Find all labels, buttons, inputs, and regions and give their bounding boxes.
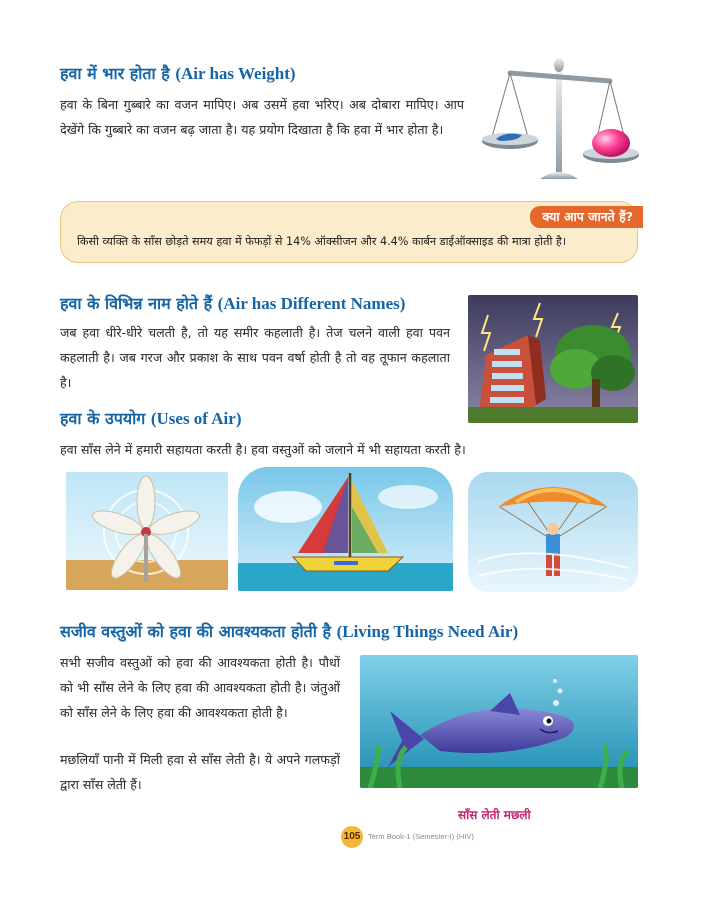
heading-hindi: हवा के उपयोग bbox=[60, 409, 146, 428]
page-number: 105 bbox=[341, 826, 363, 848]
balance-scale-image bbox=[470, 55, 648, 185]
paragraph-air-names: जब हवा धीरे-धीरे चलती है, तो यह समीर कहलाती है। तेज चलने वाली हवा पवन कहलाती है। जब गरज और प्रकाश के साथ पवन वर्षा होती है तो वह तूफान कहलाता है। bbox=[60, 325, 450, 390]
did-you-know-text: किसी व्यक्ति के साँस छोड़ते समय हवा में फेफड़ों से 14% ऑक्सीजन और 4.4% कार्बन डाईऑक्साइड की मात्रा होती है। bbox=[77, 235, 567, 248]
did-you-know-tag: क्या आप जानते हैं? bbox=[530, 206, 643, 228]
heading-hindi: सजीव वस्तुओं को हवा की आवश्यकता होती है bbox=[60, 622, 331, 641]
heading-air-has-weight bbox=[60, 62, 296, 84]
paragraph-air-weight: हवा के बिना गुब्बारे का वजन मापिए। अब उसमें हवा भरिए। अब दोबारा मापिए। आप देखेंगे कि गुब्बारे का वजन बढ़ जाता है। यह प्रयोग दिखाता है कि हवा में भार होता है। bbox=[60, 97, 464, 137]
footer-book-title: Term Book-1 (Semester-I) (HIV) bbox=[368, 832, 474, 841]
heading-hindi: हवा में भार होता है bbox=[60, 64, 170, 83]
heading-english: (Uses of Air) bbox=[150, 409, 242, 428]
paragraph-fish-breathing: मछलियाँ पानी में मिली हवा से साँस लेती है। ये अपने गलफड़ों द्वारा साँस लेती हैं। bbox=[60, 752, 340, 792]
heading-english: (Living Things Need Air) bbox=[336, 622, 519, 641]
fish-caption: साँस लेती मछली bbox=[458, 808, 531, 822]
heading-living-things-need-air bbox=[60, 620, 518, 642]
heading-air-different-names bbox=[60, 292, 405, 314]
did-you-know-box bbox=[60, 201, 638, 263]
parachute-image bbox=[468, 472, 638, 592]
storm-image bbox=[468, 295, 638, 423]
sailboat-image bbox=[238, 467, 453, 591]
windmill-image bbox=[66, 472, 228, 590]
heading-english: (Air has Different Names) bbox=[217, 294, 406, 313]
heading-english: (Air has Weight) bbox=[175, 64, 296, 83]
fish-breathing-image bbox=[360, 655, 638, 788]
heading-hindi: हवा के विभिन्न नाम होते हैं bbox=[60, 294, 213, 313]
paragraph-living-things: सभी सजीव वस्तुओं को हवा की आवश्यकता होती है। पौधों को भी साँस लेने के लिए हवा की आवश्यकता होती है। जंतुओं को साँस लेने के लिए हवा की आवश्यकता होती है। bbox=[60, 655, 340, 720]
heading-uses-of-air bbox=[60, 407, 242, 429]
paragraph-uses-of-air: हवा साँस लेने में हमारी सहायता करती है। हवा वस्तुओं को जलाने में भी सहायता करती है। bbox=[60, 442, 466, 457]
